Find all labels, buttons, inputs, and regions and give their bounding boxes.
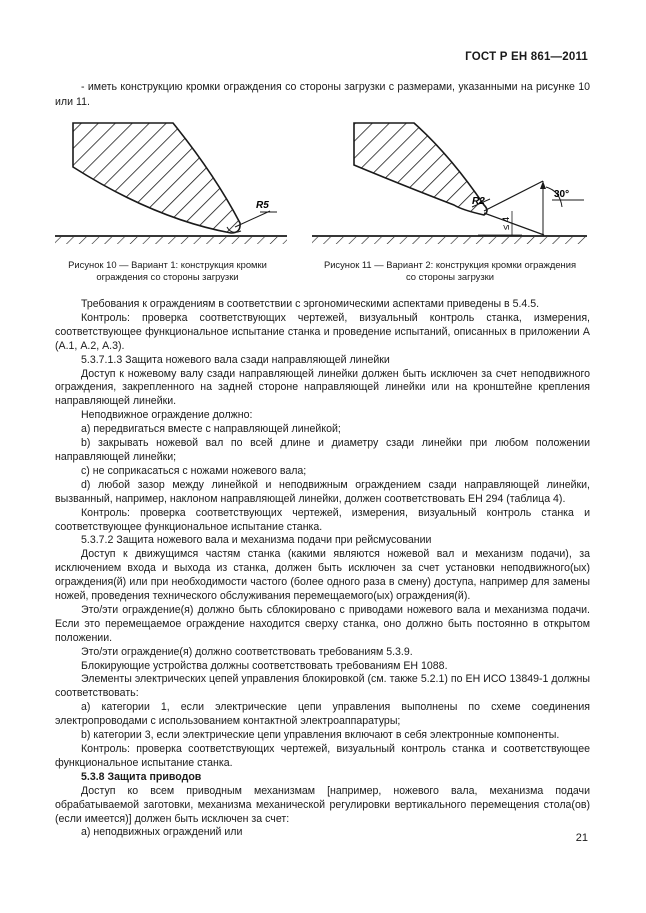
paragraph: Элементы электрических цепей управления блокировкой (см. также 5.2.1) по ЕН ИСО 13849-1 должны соответствовать:	[55, 673, 590, 700]
paragraph: Требования к ограждениям в соответствии с эргономическими аспектами приведены в 5.4.5.	[81, 298, 540, 310]
paragraph: Доступ к ножевому валу сзади направляющей линейки должен быть исключен за счет неподвижного ограждения, закрепленного на задней стороне направляющей линейки или на кронштейне крепления направляющей линейки.	[55, 367, 590, 408]
figure-11-caption-line2: со стороны загрузки	[405, 271, 494, 282]
section-heading-bold: 5.3.8 Защита приводов	[81, 770, 202, 783]
figure-11-caption-line1: Рисунок 11 — Вариант 2: конструкция кромки ограждения	[323, 259, 577, 270]
figure-11-caption	[305, 259, 595, 283]
main-text	[55, 298, 590, 840]
paragraph: Неподвижное ограждение должно:	[81, 409, 253, 422]
radius-label: R5	[256, 200, 269, 211]
angle-label: 30°	[554, 189, 570, 200]
paragraph: Контроль: проверка соответствующих чертежей, визуальный контроль станка и соответствующее функциональное испытание станка.	[55, 743, 590, 769]
figure-11	[312, 115, 590, 255]
page-header: ГОСТ Р ЕН 861—2011	[465, 51, 588, 63]
intro-paragraph	[55, 80, 590, 109]
bevel-line-lower	[484, 213, 544, 235]
paragraph: Доступ ко всем приводным механизмам [например, ножевого вала, механизма подачи обрабатываемой заготовки, механизма механической регулировки вертикального перемещения стола(ов) (если имеется)] должен быть исключен за счет:	[55, 784, 590, 825]
page-number: 21	[575, 832, 588, 844]
radius-label: R2	[472, 196, 485, 207]
paragraph: Доступ к движущимся частям станка (какими являются ножевой вал и механизм подачи), за исключением входа и выхода из станка, должен быть исключен за счет установки неподвижного(ых) ограждения(й) или при необходимости частого (более одного раза в смену) доступа, например для замены ножей, проведения технического обслуживания перемещаемого(ых) ограждения(й).	[55, 548, 590, 603]
list-item: а) передвигаться вместе с направляющей линейкой;	[81, 423, 341, 436]
paragraph: Это/эти ограждение(я) должно соответствовать требованиям 5.3.9.	[81, 645, 413, 658]
figure-10-caption-line2: ограждения со стороны загрузки	[96, 271, 239, 282]
list-item: с) не соприкасаться с ножами ножевого вала;	[81, 464, 307, 477]
paragraph: Блокирующие устройства должны соответствовать требованиям ЕН 1088.	[81, 659, 448, 672]
figure-11-drawing	[312, 115, 590, 255]
figure-10-caption-line1: Рисунок 10 — Вариант 1: конструкция кромки	[68, 259, 267, 270]
list-item: а) неподвижных ограждений или	[81, 826, 243, 839]
list-item: d) любой зазор между линейкой и неподвижным ограждением сзади направляющей линейки, вызванный, например, наклоном направляющей линейки, должен соответствовать ЕН 294 (таблица 4).	[55, 478, 590, 505]
height-label: ≤ 4	[501, 216, 512, 230]
paragraph: Это/эти ограждение(я) должно быть сблокировано с приводами ножевого вала и механизма подачи. Если это перемещаемое ограждение находится сверху станка, оно должно быть постоянно в открытом положении.	[55, 603, 590, 644]
section-heading: 5.3.7.1.3 Защита ножевого вала сзади направляющей линейки	[81, 353, 390, 366]
bevel-line	[484, 181, 543, 211]
list-item: b) категории 3, если электрические цепи управления включают в себя электронные компоненты.	[81, 729, 560, 742]
paragraph: Контроль: проверка соответствующих чертежей, визуальный контроль станка, измерения, соответствующее функциональное испытание станка и проведение испытаний, описанных в приложении А (А.1, А.2, А.3).	[55, 311, 590, 352]
figure-10-caption	[55, 259, 280, 283]
guard-edge-shape	[354, 123, 487, 215]
ground-hatching	[55, 237, 287, 244]
figure-10	[55, 115, 295, 255]
list-item: а) категории 1, если электрические цепи управления выполнены по схеме соединения электропроводами с использованием контактной электроаппаратуры;	[55, 701, 590, 728]
list-item: b) закрывать ножевой вал по всей длине и диаметру сзади линейки при любом положении направляющей линейки;	[55, 437, 590, 463]
intro-text: - иметь конструкцию кромки ограждения со стороны загрузки с размерами, указанными на рисунке 10 или 11.	[55, 81, 590, 108]
ground-hatching	[312, 237, 587, 244]
section-heading: 5.3.7.2 Защита ножевого вала и механизма подачи при рейсмусовании	[81, 534, 432, 547]
paragraph: Контроль: проверка соответствующих чертежей, измерения, визуальный контроль станка и соответствующее функциональное испытание станка.	[55, 506, 590, 533]
radius-leader	[235, 211, 270, 227]
guard-edge-shape	[73, 123, 240, 233]
figure-10-drawing	[55, 115, 295, 255]
